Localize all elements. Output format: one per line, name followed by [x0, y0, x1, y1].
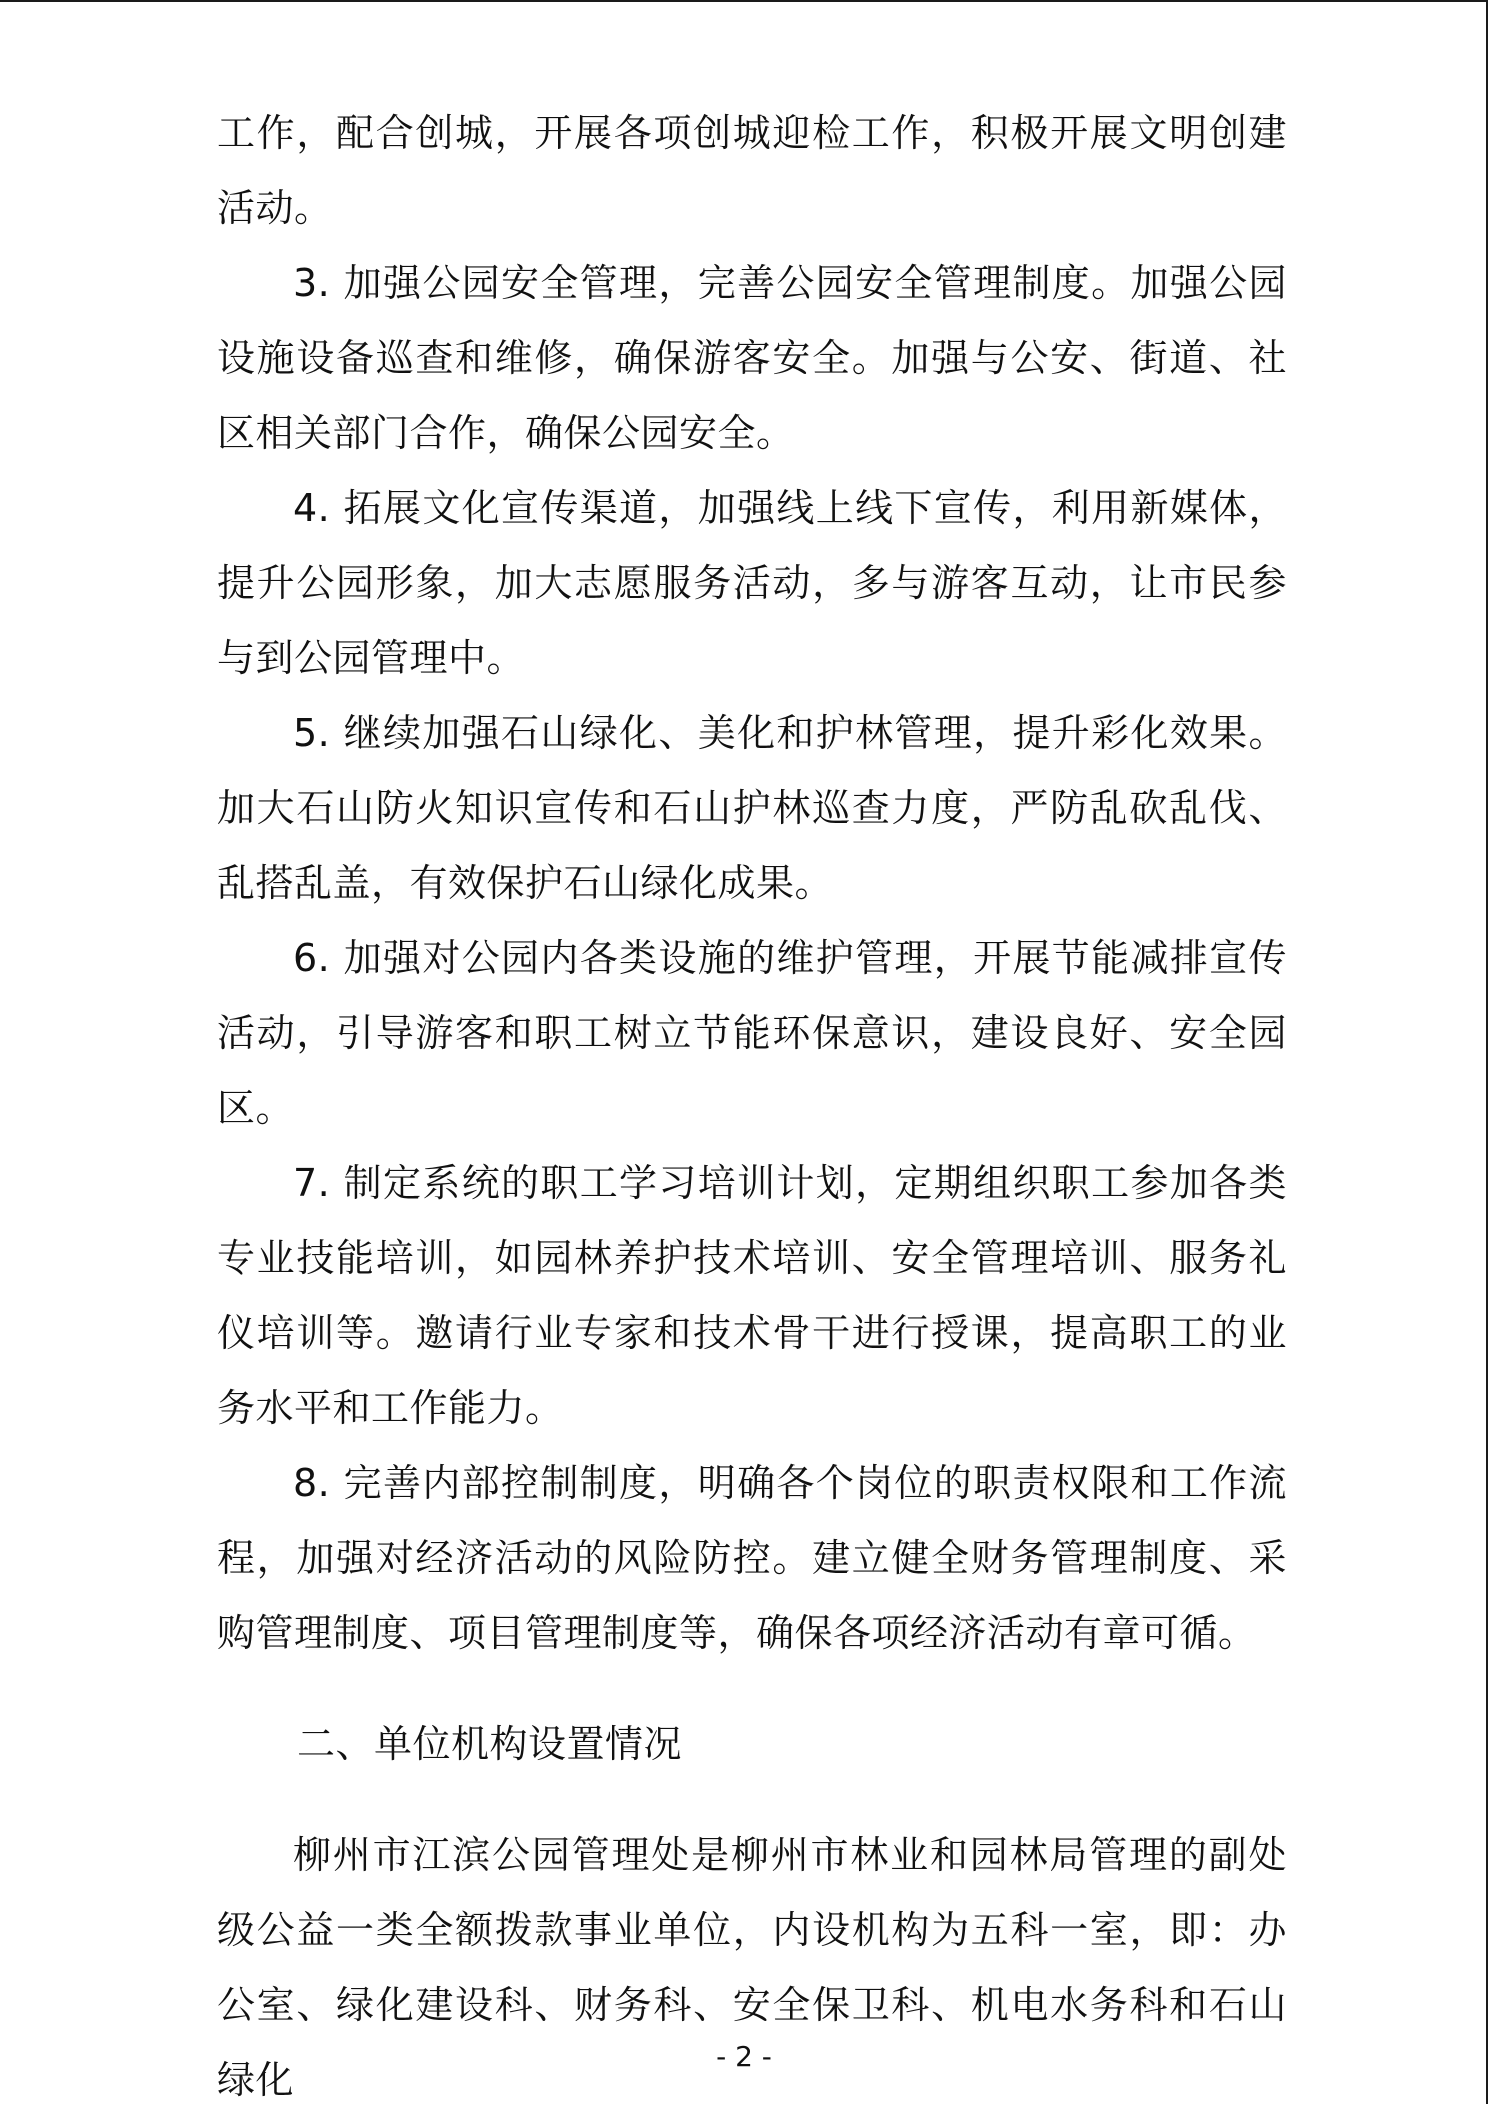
paragraph-continuation: 工作，配合创城，开展各项创城迎检工作，积极开展文明创建活动。 [217, 111, 1287, 230]
paragraph-item-3: 3. 加强公园安全管理，完善公园安全管理制度。加强公园设施设备巡查和维修，确保游客安全。加强与公安、街道、社区相关部门合作，确保公园安全。 [217, 261, 1287, 455]
paragraph-item-6: 6. 加强对公园内各类设施的维护管理，开展节能减排宣传活动，引导游客和职工树立节能环保意识，建设良好、安全园区。 [217, 936, 1287, 1130]
paragraph-item-8: 8. 完善内部控制制度，明确各个岗位的职责权限和工作流程，加强对经济活动的风险防控。建立健全财务管理制度、采购管理制度、项目管理制度等，确保各项经济活动有章可循。 [217, 1461, 1287, 1655]
page-border-top [0, 0, 1488, 2]
paragraph-item-7: 7. 制定系统的职工学习培训计划，定期组织职工参加各类专业技能培训，如园林养护技术培训、安全管理培训、服务礼仪培训等。邀请行业专家和技术骨干进行授课，提高职工的业务水平和工作能力。 [217, 1161, 1287, 1430]
document-body [217, 96, 1287, 2118]
paragraph-organization: 柳州市江滨公园管理处是柳州市林业和园林局管理的副处级公益一类全额拨款事业单位，内设机构为五科一室，即：办公室、绿化建设科、财务科、安全保卫科、机电水务科和石山绿化 [217, 1833, 1287, 2102]
page-number: - 2 - [716, 2040, 772, 2073]
section-heading: 二、单位机构设置情况 [297, 1722, 683, 1766]
paragraph-item-5: 5. 继续加强石山绿化、美化和护林管理，提升彩化效果。加大石山防火知识宣传和石山护林巡查力度，严防乱砍乱伐、乱搭乱盖，有效保护石山绿化成果。 [217, 711, 1287, 905]
paragraph-item-4: 4. 拓展文化宣传渠道，加强线上线下宣传，利用新媒体，提升公园形象，加大志愿服务活动，多与游客互动，让市民参与到公园管理中。 [217, 486, 1287, 680]
